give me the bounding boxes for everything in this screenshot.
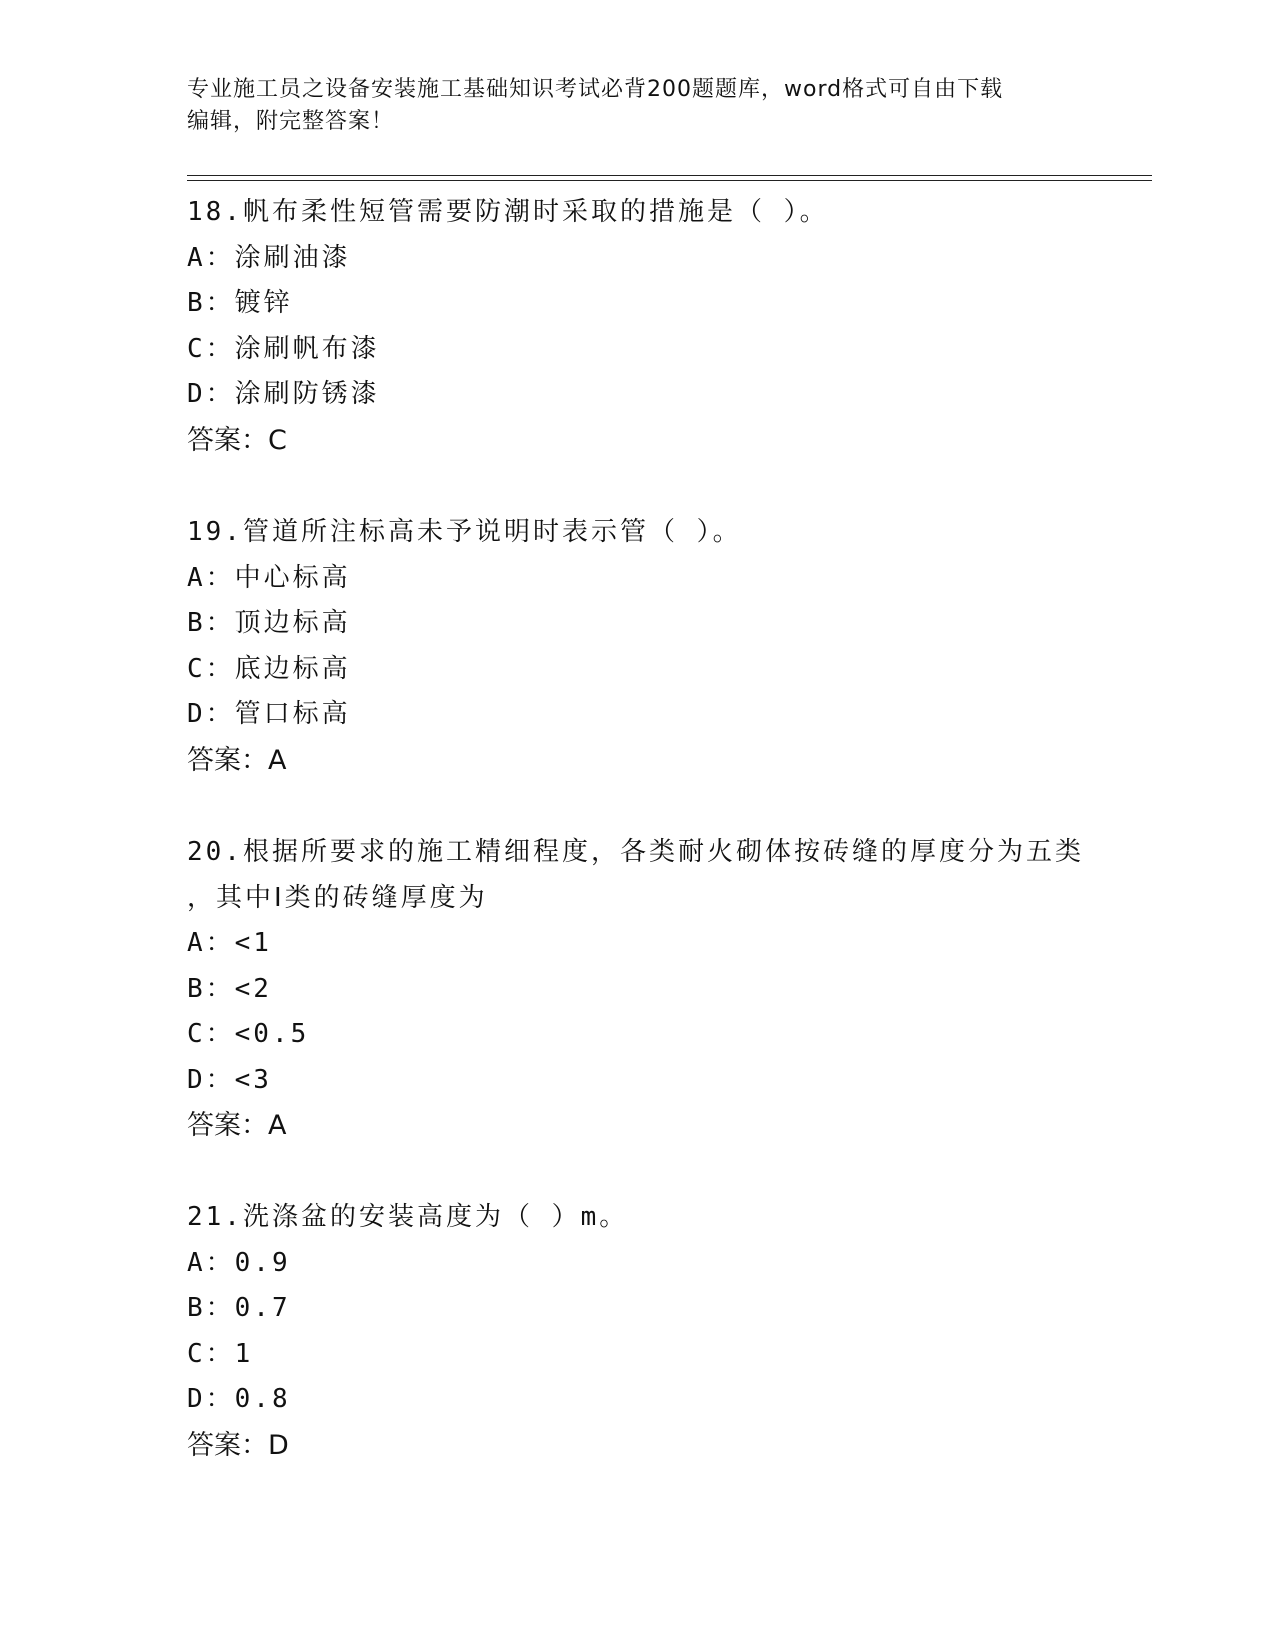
option-a: A：0.9 bbox=[187, 1247, 291, 1278]
option-a: A：涂刷油漆 bbox=[187, 242, 351, 273]
header-divider-top bbox=[187, 175, 1152, 176]
header-line-1: 专业施工员之设备安装施工基础知识考试必背200题题库，word格式可自由下载 bbox=[187, 77, 1004, 102]
header-divider-bottom bbox=[187, 180, 1152, 181]
option-c: C：涂刷帆布漆 bbox=[187, 333, 380, 364]
question-stem: 19.管道所注标高未予说明时表示管（ ）。 bbox=[187, 517, 742, 547]
document-header bbox=[187, 74, 1087, 138]
question-19 bbox=[187, 510, 1087, 783]
question-21 bbox=[187, 1195, 1087, 1468]
question-18 bbox=[187, 190, 1087, 463]
option-a: A：<1 bbox=[187, 928, 272, 958]
option-b: B：0.7 bbox=[187, 1293, 291, 1323]
option-b: B：镀锌 bbox=[187, 288, 293, 318]
question-stem-line-1: 20.根据所要求的施工精细程度，各类耐火砌体按砖缝的厚度分为五类 bbox=[187, 837, 1084, 867]
option-c: C：底边标高 bbox=[187, 653, 351, 684]
option-b: B：<2 bbox=[187, 973, 272, 1004]
answer: 答案：C bbox=[187, 424, 287, 456]
option-d: D：涂刷防锈漆 bbox=[187, 379, 380, 409]
question-stem-line-2: ，其中Ⅰ类的砖缝厚度为 bbox=[187, 882, 488, 913]
question-20 bbox=[187, 830, 1087, 1149]
option-b: B：顶边标高 bbox=[187, 608, 351, 638]
answer: 答案：A bbox=[187, 1110, 287, 1141]
option-d: D：管口标高 bbox=[187, 699, 351, 729]
answer: 答案：A bbox=[187, 744, 287, 776]
header-line-2: 编辑，附完整答案！ bbox=[187, 109, 395, 134]
question-stem: 18.帆布柔性短管需要防潮时采取的措施是（ ）。 bbox=[187, 197, 829, 227]
option-c: C：1 bbox=[187, 1338, 254, 1369]
option-d: D：<3 bbox=[187, 1064, 272, 1095]
option-c: C：<0.5 bbox=[187, 1019, 310, 1049]
option-d: D：0.8 bbox=[187, 1384, 291, 1414]
answer: 答案：D bbox=[187, 1429, 289, 1461]
option-a: A：中心标高 bbox=[187, 562, 351, 593]
question-stem: 21.洗涤盆的安装高度为（ ）m。 bbox=[187, 1202, 629, 1232]
